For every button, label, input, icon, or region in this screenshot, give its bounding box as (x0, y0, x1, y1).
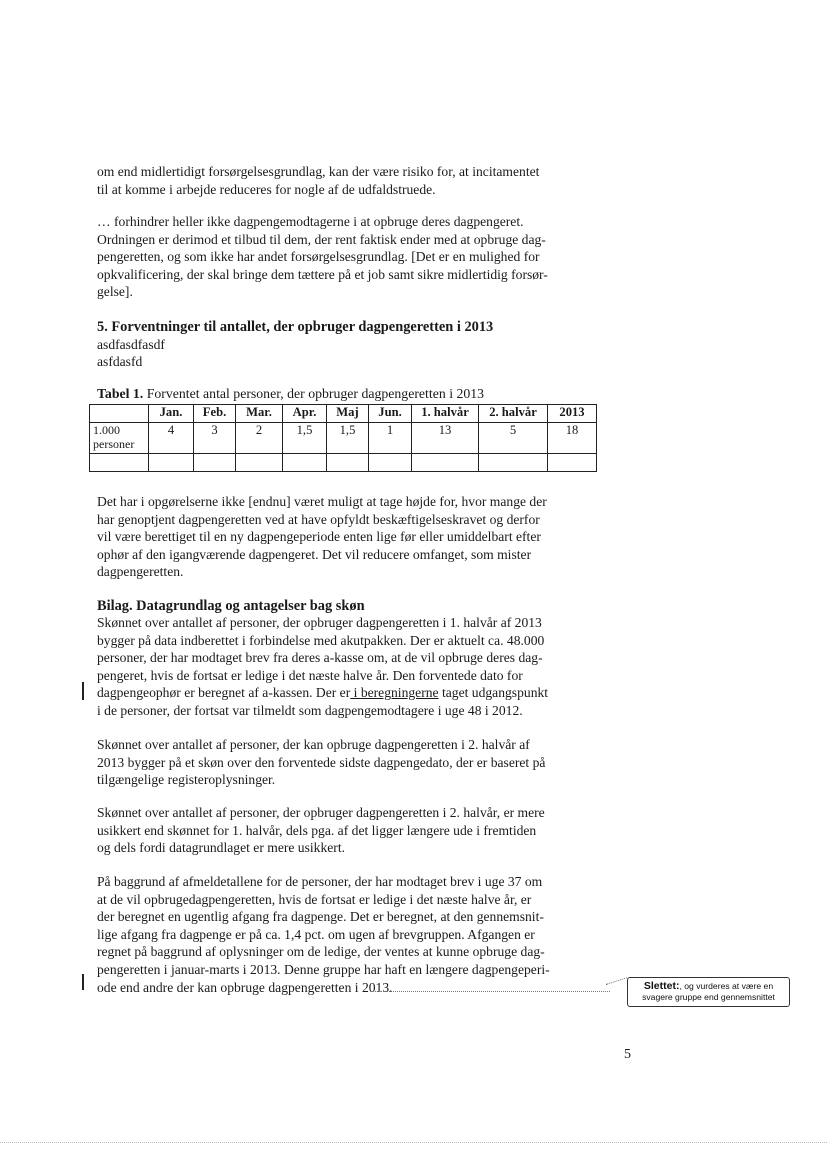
empty-cell (283, 454, 327, 472)
comment-text: , og vurderes at være en svagere gruppe end gennemsnittet (642, 981, 775, 1002)
value-cell: 1 (369, 423, 412, 454)
text-line: opkvalificering, der skal bringe dem tættere på et job samt sikre midlertidig forsør- (97, 266, 548, 282)
text-line: pengeretten i januar-marts i 2013. Denne gruppe har haft en længere dagpengeperi- (97, 961, 550, 977)
text-line: På baggrund af afmeldetallene for de personer, der har modtaget brev i uge 37 om (97, 874, 543, 889)
empty-cell (479, 454, 548, 472)
empty-cell (149, 454, 194, 472)
paragraph-7 (97, 873, 589, 996)
text-line: at de vil opbrugedagpengeretten, hvis de fortsat er ledige i det næste halve år, er (97, 891, 532, 907)
table-caption (97, 386, 484, 402)
forecast-table (89, 404, 597, 472)
text-line: der beregnet en ugentlig afgang fra dagpenge. Det er beregnet, at den gennemsnit- (97, 909, 544, 925)
section-heading: 5. Forventninger til antallet, der opbruger dagpengeretten i 2013 (97, 319, 494, 335)
placeholder-text: asdfasdfasdf (97, 337, 165, 352)
text-line: Skønnet over antallet af personer, der opbruger dagpengeretten i 1. halvår af 2013 (97, 615, 542, 630)
text-segment: dagpengeophør er beregnet af a-kassen. Der er (97, 685, 351, 701)
change-bar (82, 974, 84, 990)
paragraph-2 (97, 213, 589, 301)
text-line: og dels fordi datagrundlaget er mere usikkert. (97, 840, 345, 856)
empty-cell (548, 454, 597, 472)
text-line: har genoptjent dagpengeretten ved at have opfyldt beskæftigelseskravet og derfor (97, 511, 540, 527)
paragraph-3 (97, 493, 589, 581)
empty-cell (327, 454, 369, 472)
text-line: til at komme i arbejde reduceres for nogle af de udfaldstruede. (97, 181, 436, 197)
text-line: tilgængelige registeroplysninger. (97, 772, 276, 788)
bilag-heading: Bilag. Datagrundlag og antagelser bag skøn (97, 598, 365, 614)
header-cell (90, 405, 149, 423)
inserted-text: i beregningerne (350, 685, 439, 701)
table-caption-label: Tabel 1. (97, 386, 144, 401)
text-line: … forhindrer heller ikke dagpengemodtagerne i at opbruge deres dagpengeret. (97, 214, 524, 229)
comment-leader-line (606, 977, 627, 985)
header-cell: Mar. (236, 405, 283, 423)
text-line: regnet på baggrund af oplysninger om de ledige, der ventes at kunne opbruge dag- (97, 944, 545, 960)
text-line: i de personer, der fortsat var tilmeldt som dagpengemodtagere i uge 48 i 2012. (97, 702, 523, 718)
table-header-row (90, 405, 597, 423)
text-line: ode end andre der kan opbruge dagpengeretten i 2013. (97, 979, 393, 995)
value-cell: 1,5 (283, 423, 327, 454)
value-cell: 4 (149, 423, 194, 454)
empty-cell (90, 454, 149, 472)
text-segment: taget udgangspunkt (438, 685, 549, 701)
header-cell: 2013 (548, 405, 597, 423)
text-line: vil være berettiget til en ny dagpengeperiode enten lige før eller umiddelbart efter (97, 529, 541, 545)
paragraph-6 (97, 804, 589, 857)
empty-cell (369, 454, 412, 472)
paragraph-1 (97, 163, 589, 198)
text-line: Ordningen er derimod et tilbud til dem, der rent faktisk ender med at opbruge dag- (97, 231, 546, 247)
text-line: bygger på data indberettet i forbindelse med akutpakken. Der er aktuelt ca. 48.000 (97, 632, 545, 648)
value-cell: 2 (236, 423, 283, 454)
value-cell: 1,5 (327, 423, 369, 454)
empty-cell (236, 454, 283, 472)
text-line: personer, der har modtaget brev fra deres a-kasse om, at de vil opbruge deres dag- (97, 650, 543, 666)
text-line: 2013 bygger på et skøn over den forventede sidste dagpengedato, der er baseret på (97, 754, 546, 770)
header-cell: Jan. (149, 405, 194, 423)
text-line: gelse]. (97, 284, 133, 300)
empty-cell (194, 454, 236, 472)
table-row (90, 423, 597, 454)
row-label: 1.000 personer (90, 423, 149, 454)
text-line: dagpengeretten. (97, 564, 184, 580)
text-line: Skønnet over antallet af personer, der opbruger dagpengeretten i 2. halvår, er mere (97, 805, 545, 820)
table-empty-row (90, 454, 597, 472)
deletion-comment-balloon[interactable] (627, 977, 790, 1007)
value-cell: 13 (412, 423, 479, 454)
text-line: om end midlertidigt forsørgelsesgrundlag, kan der være risiko for, at incitamentet (97, 164, 540, 179)
text-line: Skønnet over antallet af personer, der kan opbruge dagpengeretten i 2. halvår af (97, 737, 530, 752)
text-line: usikkert end skønnet for 1. halvår, dels pga. af det ligger længere ude i fremtiden (97, 822, 537, 838)
placeholder-text: asfdasfd (97, 354, 143, 369)
page-bottom-border (0, 1142, 827, 1143)
text-line: Det har i opgørelserne ikke [endnu] været muligt at tage højde for, hvor mange der (97, 494, 547, 509)
change-bar (82, 682, 84, 700)
header-cell: 1. halvår (412, 405, 479, 423)
header-cell: 2. halvår (479, 405, 548, 423)
empty-cell (412, 454, 479, 472)
text-line: ophør af den igangværende dagpengeret. Det vil reducere omfanget, som mister (97, 546, 532, 562)
page-number: 5 (624, 1047, 631, 1062)
header-cell: Feb. (194, 405, 236, 423)
table-caption-text: Forventet antal personer, der opbruger dagpengeretten i 2013 (143, 386, 485, 401)
text-line (97, 684, 589, 702)
header-cell: Jun. (369, 405, 412, 423)
value-cell: 18 (548, 423, 597, 454)
comment-label: Slettet: (643, 980, 680, 992)
text-line: pengeretten, og som ikke har andet forsørgelsesgrundlag. [Det er en mulighed for (97, 249, 540, 265)
text-line: lige afgang fra dagpenge er på ca. 1,4 pct. om ugen af brevgruppen. Afgangen er (97, 926, 535, 942)
text-line: pengeret, hvis de fortsat er ledige i det næste halve år. Den forventede dato for (97, 667, 523, 683)
comment-leader-line (370, 991, 610, 992)
header-cell: Maj (327, 405, 369, 423)
header-cell: Apr. (283, 405, 327, 423)
paragraph-5 (97, 736, 589, 789)
value-cell: 5 (479, 423, 548, 454)
paragraph-bilag (97, 614, 589, 720)
value-cell: 3 (194, 423, 236, 454)
